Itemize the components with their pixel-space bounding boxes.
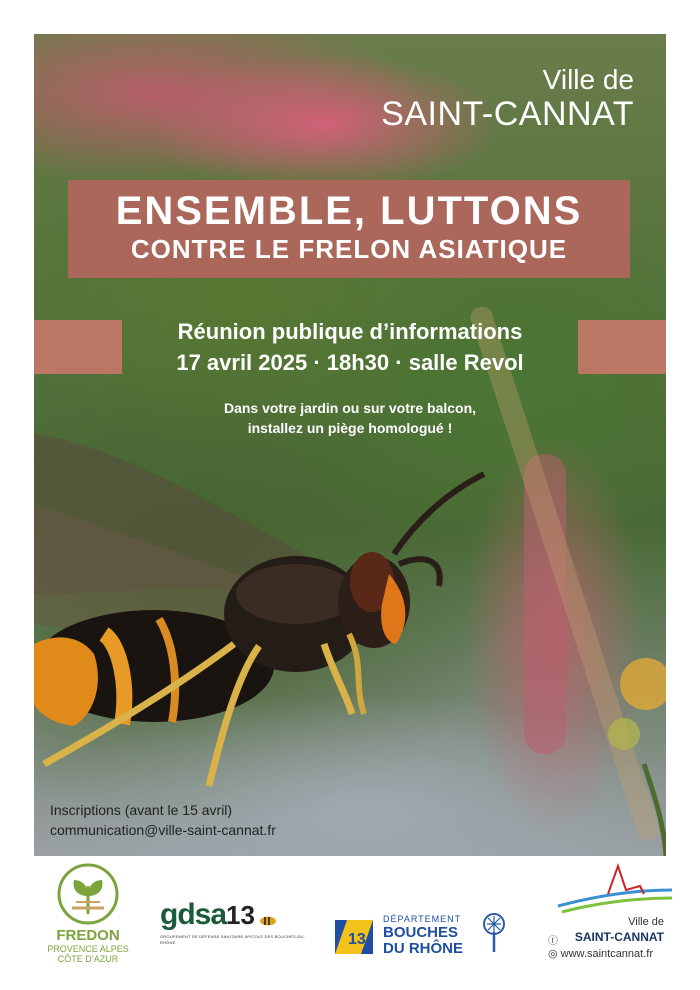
registration-email[interactable]: communication@ville-saint-cannat.fr [50, 822, 276, 838]
departement-badge-number: 13 [348, 931, 366, 948]
town-name: SAINT-CANNAT [381, 95, 634, 133]
gdsa-wordmark: gdsa [160, 898, 227, 931]
trap-advice-line-2: installez un piège homologué ! [247, 420, 453, 436]
hornet-photo [34, 34, 666, 856]
town-title [381, 64, 634, 132]
town-prefix: Ville de [542, 64, 634, 95]
instagram-icon[interactable]: ◎ [548, 948, 558, 960]
fredon-region-1: PROVENCE ALPES [47, 944, 129, 954]
fredon-logo [44, 862, 132, 964]
departement-label: DÉPARTEMENT [383, 914, 462, 924]
trap-advice [34, 398, 666, 438]
gdsa-caption: GROUPEMENT DE DÉFENSE SANITAIRE APICOLE DES BOUCHES-DU-RHÔNE [160, 934, 306, 945]
headline-line-1: ENSEMBLE, LUTTONS [115, 189, 583, 233]
fredon-plant-icon [56, 862, 120, 926]
departement-badge [335, 920, 373, 954]
gdsa-number: 13 [226, 900, 255, 930]
registration-info [50, 800, 276, 840]
village-skyline-icon [548, 860, 678, 916]
headline-banner [68, 180, 630, 278]
saint-cannat-logo [548, 860, 678, 970]
departement-name-2: DU RHÔNE [383, 940, 464, 957]
trap-advice-line-1: Dans votre jardin ou sur votre balcon, [223, 400, 477, 416]
departement-name-1: BOUCHES [383, 924, 459, 941]
registration-deadline: Inscriptions (avant le 15 avril) [50, 802, 233, 818]
departement-text [383, 914, 463, 957]
meeting-title: Réunion publique d’informations [177, 319, 523, 344]
gdsa-logo [160, 900, 310, 946]
stc-name: SAINT-CANNAT [574, 930, 664, 944]
poster-photo [34, 34, 666, 856]
fredon-region-2: CÔTE D’AZUR [57, 954, 119, 964]
fredon-name: FREDON [56, 927, 120, 944]
olive-tree-icon [477, 912, 511, 952]
stc-url-text[interactable]: www.saintcannat.fr [560, 948, 653, 960]
headline-line-2: CONTRE LE FRELON ASIATIQUE [130, 234, 568, 264]
stc-website[interactable] [548, 948, 653, 960]
bee-icon [259, 914, 277, 926]
stc-prefix: Ville de [628, 916, 664, 928]
facebook-icon[interactable]: ⓕ [548, 936, 558, 947]
meeting-details: 17 avril 2025 · 18h30 · salle Revol [176, 350, 524, 375]
